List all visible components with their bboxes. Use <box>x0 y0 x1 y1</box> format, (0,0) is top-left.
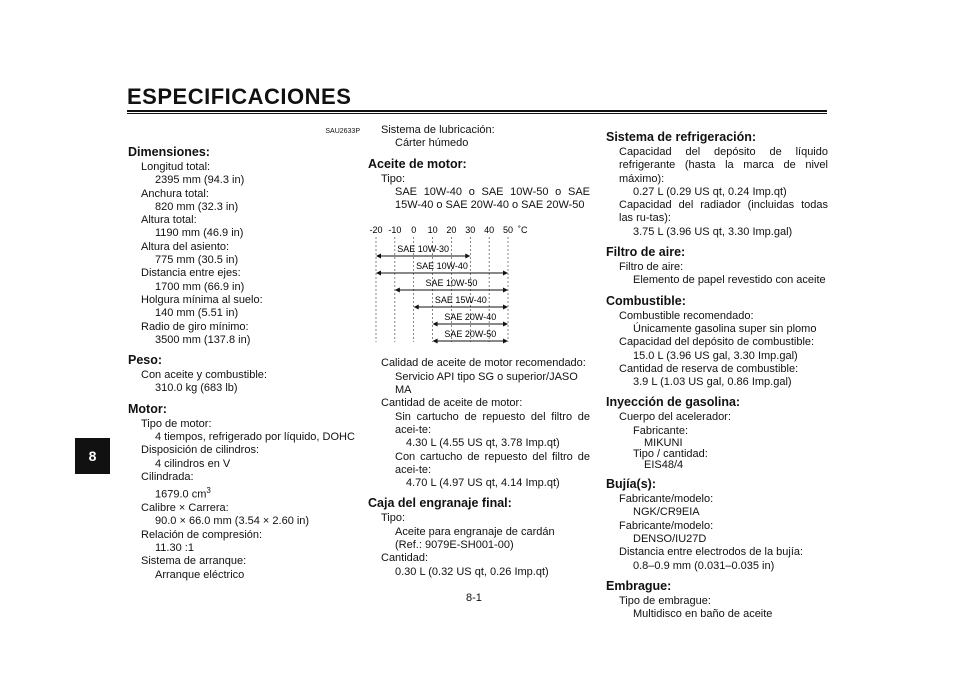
chart-tick-label: 40 <box>484 225 495 236</box>
chart-tick-label: 0 <box>411 225 417 236</box>
page-number: 8-1 <box>466 592 482 604</box>
spec-label: Sistema de lubricación: <box>381 124 495 136</box>
chart-arrow-right <box>503 271 508 276</box>
heading-embrague: Embrague: <box>606 578 672 593</box>
spec-label: Tipo: <box>381 172 406 185</box>
chart-series-label: SAE 10W-30 <box>397 244 450 255</box>
spec-label: Cantidad de reserva de combustible: <box>619 362 799 375</box>
spec-label: Tipo: <box>381 512 406 525</box>
spec-label: Relación de compresión: <box>141 528 263 541</box>
spec-label: Calidad de aceite de motor recomendado: <box>381 357 586 370</box>
spec-value: 3500 mm (137.8 in) <box>155 333 251 346</box>
chart-tick-label: 20 <box>446 225 457 236</box>
spec-value: Multidisco en baño de aceite <box>633 608 773 621</box>
spec-value: 0.30 L (0.32 US qt, 0.26 Imp.qt) <box>395 565 549 578</box>
cilindrada-exponent: 3 <box>206 486 211 496</box>
heading-motor: Motor: <box>128 401 167 416</box>
chart-series-label: SAE 10W-50 <box>425 278 478 289</box>
chart-arrow-left <box>433 322 438 327</box>
spec-value: 0.27 L (0.29 US qt, 0.24 Imp.qt) <box>633 185 787 198</box>
oil-viscosity-chart <box>368 224 538 344</box>
spec-value: 1700 mm (66.9 in) <box>155 280 245 293</box>
spec-value: 820 mm (32.3 in) <box>155 200 239 213</box>
spec-value: DENSO/IU27D <box>633 532 707 545</box>
chart-series-label: SAE 10W-40 <box>416 261 468 272</box>
spec-value-cilindrada <box>155 484 360 502</box>
spec-value: 11.30 :1 <box>155 542 194 555</box>
spec-value: 775 mm (30.5 in) <box>155 254 239 267</box>
spec-label: Tipo de embrague: <box>619 594 711 607</box>
spec-label: Filtro de aire: <box>619 261 684 274</box>
dimensiones-list <box>128 161 360 347</box>
page-title: ESPECIFICACIONES <box>127 84 352 109</box>
heading-caja: Caja del engranaje final: <box>368 496 512 511</box>
chart-tick-label: -20 <box>369 225 383 236</box>
spec-value: 90.0 × 66.0 mm (3.54 × 2.60 in) <box>155 515 310 528</box>
spec-value: SAE 10W-40 o SAE 10W-50 o SAE 15W-40 o SAE 20W-40 o SAE 20W-50 <box>395 185 590 212</box>
cilindrada-value: 1679.0 cm <box>155 488 207 501</box>
chart-tick-label: 10 <box>427 225 438 236</box>
spec-label: Radio de giro mínimo: <box>141 320 249 333</box>
spec-label: Anchura total: <box>141 187 209 200</box>
chart-arrow-right <box>465 254 470 259</box>
spec-value: 3.75 L (3.96 US qt, 3.30 Imp.gal) <box>633 225 793 238</box>
heading-peso: Peso: <box>128 353 163 368</box>
spec-label: Cilindrada: <box>141 470 194 483</box>
chart-arrow-left <box>433 339 438 344</box>
chart-arrow-left <box>414 305 419 310</box>
spec-label: Con aceite y combustible: <box>141 369 267 382</box>
spec-value: 2395 mm (94.3 in) <box>155 174 245 187</box>
header-rule-thin <box>127 113 827 114</box>
spec-value: Aceite para engranaje de cardán <box>395 525 555 538</box>
spec-value: 1190 mm (46.9 in) <box>155 227 244 240</box>
spec-label: Tipo de motor: <box>141 417 212 430</box>
column-3 <box>606 124 828 621</box>
spec-label: Fabricante/modelo: <box>619 519 714 532</box>
chart-series-label: SAE 20W-50 <box>444 329 497 340</box>
spec-value: 15.0 L (3.96 US gal, 3.30 Imp.gal) <box>633 349 798 362</box>
spec-label: Distancia entre ejes: <box>141 267 241 280</box>
spec-label: Distancia entre electrodos de la bujía: <box>619 546 804 559</box>
column-2 <box>368 124 590 579</box>
chart-arrow-right <box>503 288 508 293</box>
chart-arrow-left <box>376 254 381 259</box>
chart-arrow-left <box>395 288 400 293</box>
spec-value: Cárter húmedo <box>395 137 469 150</box>
heading-filtro: Filtro de aire: <box>606 245 686 260</box>
spec-label: Fabricante/modelo: <box>619 493 714 506</box>
spec-value: 140 mm (5.51 in) <box>155 307 239 320</box>
spec-value: Servicio API tipo SG o superior/JASO MA <box>395 370 578 397</box>
spec-label: Cuerpo del acelerador: <box>619 411 731 424</box>
spec-value: 310.0 kg (683 lb) <box>155 382 238 395</box>
heading-combustible: Combustible: <box>606 293 686 308</box>
spec-label: Longitud total: <box>141 161 211 173</box>
chart-arrow-right <box>503 322 508 327</box>
spec-label: Combustible recomendado: <box>619 309 754 322</box>
spec-label: Altura total: <box>141 214 197 227</box>
spec-label: Sistema de arranque: <box>141 555 247 568</box>
spec-value: Arranque eléctrico <box>155 568 245 581</box>
column-1 <box>128 124 360 582</box>
spec-value: 4.30 L (4.55 US qt, 3.78 Imp.qt) <box>406 437 560 450</box>
spec-label: Disposición de cilindros: <box>141 444 259 457</box>
spec-label: Con cartucho de repuesto del filtro de acei-te: <box>395 450 590 476</box>
spec-value: MIKUNI <box>644 437 683 450</box>
chart-unit: ˚C <box>518 225 528 236</box>
spec-value: NGK/CR9EIA <box>633 506 700 519</box>
spec-value: Elemento de papel revestido con aceite <box>633 274 826 287</box>
chart-arrow-left <box>376 271 381 276</box>
chart-tick-label: 30 <box>465 225 476 236</box>
heading-inyeccion: Inyección de gasolina: <box>606 395 741 410</box>
spec-label: Capacidad del radiador (incluidas todas las ru-tas): <box>619 199 828 225</box>
section-code: SAU2633P <box>325 128 360 135</box>
spec-label: Holgura mínima al suelo: <box>141 293 263 306</box>
spec-label: Fabricante: <box>633 424 689 437</box>
chart-tick-label: 50 <box>502 225 514 236</box>
chart-arrow-right <box>503 339 508 344</box>
spec-value: (Ref.: 9079E-SH001-00) <box>395 539 514 552</box>
heading-bujia: Bujía(s): <box>606 477 656 492</box>
spec-label: Capacidad del depósito de líquido refrigerante (hasta la marca de nivel máximo): <box>619 146 828 185</box>
spec-label: Cantidad: <box>381 552 429 565</box>
spec-value: 4 tiempos, refrigerado por líquido, DOHC <box>155 431 355 444</box>
spec-label: Calibre × Carrera: <box>141 502 229 515</box>
heading-aceite: Aceite de motor: <box>368 156 467 171</box>
chapter-tab: 8 <box>75 438 110 474</box>
spec-label: Tipo / cantidad: <box>633 448 708 461</box>
chart-series-label: SAE 15W-40 <box>434 295 487 306</box>
spec-value: 0.8–0.9 mm (0.031–0.035 in) <box>633 559 775 572</box>
chart-series-label: SAE 20W-40 <box>444 312 497 323</box>
spec-value: 3.9 L (1.03 US gal, 0.86 Imp.gal) <box>633 376 792 389</box>
chart-arrow-right <box>503 305 508 310</box>
spec-value: 4 cilindros en V <box>155 457 231 470</box>
heading-dimensiones: Dimensiones: <box>128 145 210 159</box>
spec-label: Altura del asiento: <box>141 240 230 253</box>
spec-label: Capacidad del depósito de combustible: <box>619 336 815 349</box>
spec-value: Únicamente gasolina super sin plomo <box>633 322 817 335</box>
spec-label: Cantidad de aceite de motor: <box>381 397 523 410</box>
heading-refrigeracion: Sistema de refrigeración: <box>606 130 757 144</box>
header-rule <box>127 110 827 112</box>
spec-value: 4.70 L (4.97 US qt, 4.14 Imp.qt) <box>406 477 560 490</box>
spec-label: Sin cartucho de repuesto del filtro de acei-te: <box>395 410 590 436</box>
chart-tick-label: -10 <box>388 225 402 236</box>
spec-value: EIS48/4 <box>644 459 684 472</box>
